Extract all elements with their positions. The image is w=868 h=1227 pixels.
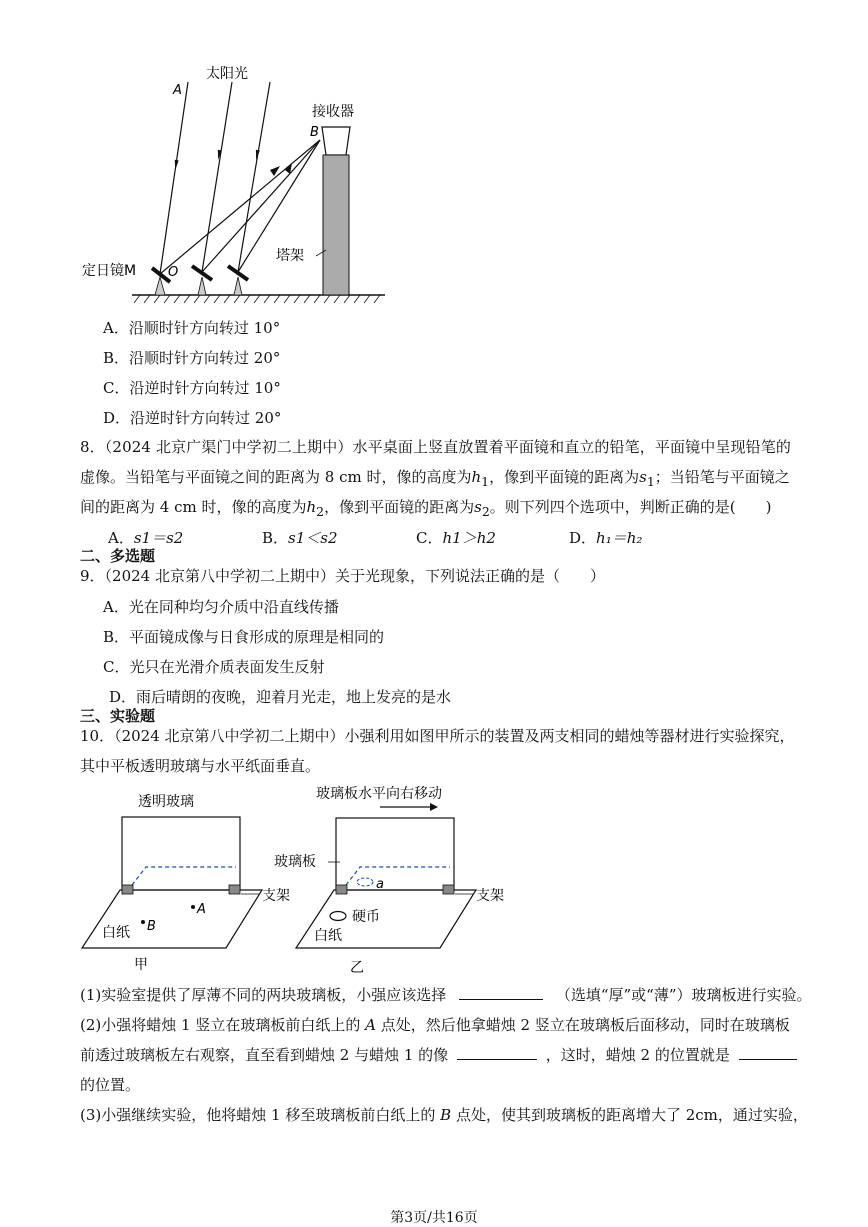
figure-yi-caption: 乙	[350, 960, 364, 975]
q9-option-a: A．光在同种均匀介质中沿直线传播	[103, 598, 339, 616]
answer-blank-1[interactable]	[459, 985, 543, 1000]
q8-option-d: D．h₁＝h₂	[569, 529, 643, 547]
point-b-label-fig: B	[147, 919, 156, 934]
q10-part1: (1)实验室提供了厚薄不同的两块玻璃板，小强应该选择 （选填“厚”或“薄”）玻璃板进行实验。	[80, 986, 812, 1004]
point-a-label-fig: A	[197, 902, 206, 917]
q7-option-a: A．沿顺时针方向转过 10°	[103, 319, 281, 337]
point-a-label: A	[173, 83, 182, 98]
white-paper-label-left: 白纸	[102, 925, 130, 941]
white-paper-label-right: 白纸	[314, 928, 342, 944]
page-footer: 第3页/共16页	[390, 1210, 478, 1226]
image-a-label: a	[376, 877, 384, 892]
q10-part2-line1: (2)小强将蜡烛 1 竖立在玻璃板前白纸上的 A 点处，然后他拿蜡烛 2 竖立在玻璃板后面移动，同时在玻璃板	[80, 1016, 790, 1034]
q10-stem-line1: 10．（2024 北京第八中学初二上期中）小强利用如图甲所示的装置及两支相同的蜡烛等器材进行实验探究，	[80, 727, 795, 745]
coin-label: 硬币	[352, 909, 380, 925]
q8-stem-line1: 8．（2024 北京广渠门中学初二上期中）水平桌面上竖直放置着平面镜和直立的铅笔，平面镜中呈现铅笔的	[80, 438, 791, 456]
q8-option-c: C．h1＞h2	[416, 529, 496, 547]
q7-option-d: D．沿逆时针方向转过 20°	[103, 409, 282, 427]
tower-label: 塔架	[276, 248, 304, 264]
answer-blank-3[interactable]	[739, 1045, 797, 1060]
figure-jia-caption: 甲	[134, 957, 148, 973]
q10-part3: (3)小强继续实验，他将蜡烛 1 移至玻璃板前白纸上的 B 点处，使其到玻璃板的距离增大了 2cm，通过实验，	[80, 1106, 808, 1124]
stand-label-left: 支架	[262, 888, 290, 904]
q9-option-b: B．平面镜成像与日食形成的原理是相同的	[103, 628, 385, 646]
q10-part2-line2: 前透过玻璃板左右观察，直至看到蜡烛 2 与蜡烛 1 的像 ，这时，蜡烛 2 的位置就是	[80, 1045, 797, 1065]
answer-blank-2[interactable]	[457, 1045, 537, 1060]
point-b-label: B	[310, 125, 319, 140]
move-right-label: 玻璃板水平向右移动	[316, 786, 442, 802]
q10-stem-line2: 其中平板透明玻璃与水平纸面垂直。	[80, 757, 321, 775]
sunlight-label: 太阳光	[206, 66, 248, 82]
point-o-label: O	[168, 265, 179, 280]
q9-option-d: D．雨后晴朗的夜晚，迎着月光走，地上发亮的是水	[109, 688, 452, 706]
glass-plate-label: 玻璃板	[274, 854, 316, 870]
q8-option-b: B．s1＜s2	[262, 529, 338, 547]
figure-jia	[76, 785, 296, 975]
q10-part2-line3: 的位置。	[80, 1076, 141, 1094]
q7-option-b: B．沿顺时针方向转过 20°	[103, 349, 281, 367]
q8-stem-line3: 间的距离为 4 cm 时，像的高度为$h_2$，像到平面镜的距离为$s_2$。则下列四个选项中，判断正确的是( )	[80, 498, 772, 519]
mirror-label: 定日镜M	[82, 263, 137, 279]
q9-stem: 9．（2024 北京第八中学初二上期中）关于光现象，下列说法正确的是（ ）	[80, 567, 605, 585]
section-heading-multi-choice: 二、多选题	[80, 547, 156, 565]
q8-option-a: A．s1＝s2	[108, 529, 184, 547]
q7-option-c: C．沿逆时针方向转过 10°	[103, 379, 281, 397]
q8-stem-line2: 虚像。当铅笔与平面镜之间的距离为 8 cm 时，像的高度为$h_1$，像到平面镜的距离为$s_1$；当铅笔与平面镜之	[80, 468, 790, 489]
receiver-label: 接收器	[312, 104, 354, 120]
stand-label-right: 支架	[476, 888, 504, 904]
section-heading-experiment: 三、实验题	[80, 707, 156, 725]
figure-yi	[270, 780, 510, 975]
q9-option-c: C．光只在光滑介质表面发生反射	[103, 658, 325, 676]
heliostat-figure	[80, 60, 400, 305]
transparent-glass-label: 透明玻璃	[138, 794, 194, 810]
